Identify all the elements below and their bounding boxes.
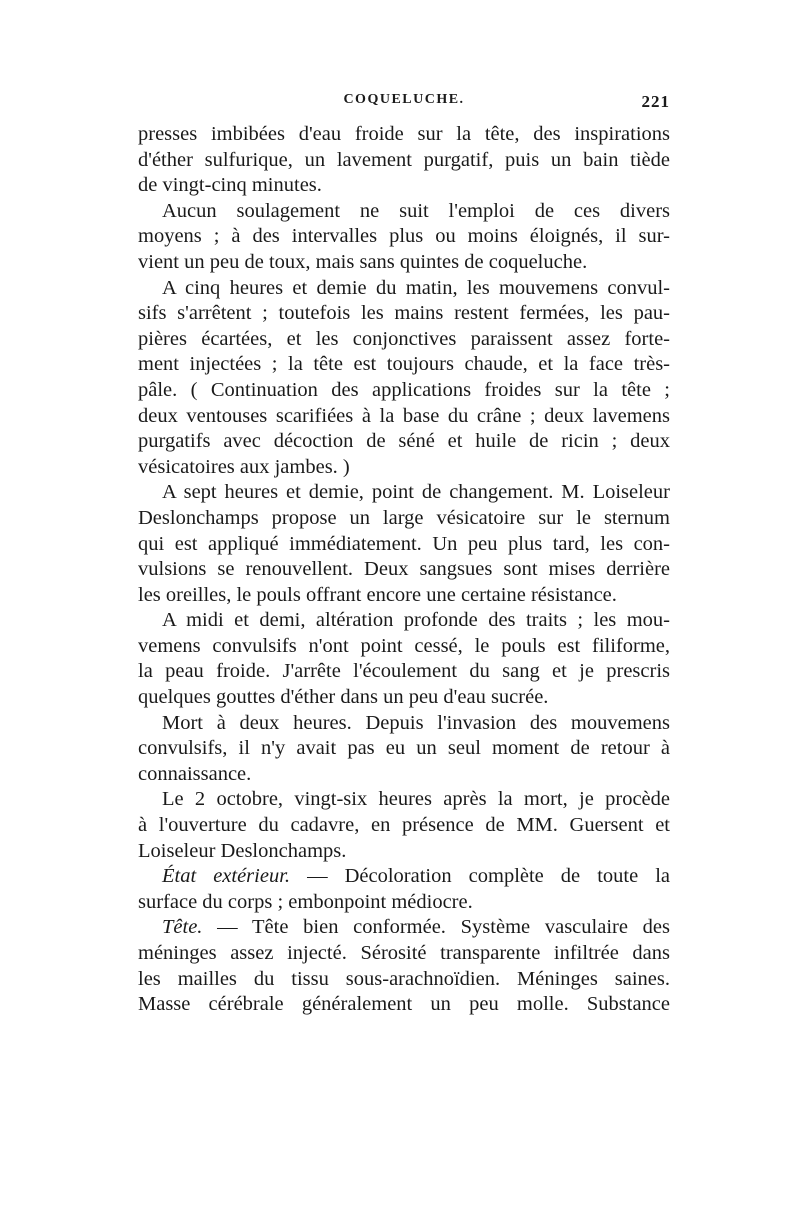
text-line: les mailles du tissu sous-arachnoïdien. Méninges saines.: [138, 967, 670, 990]
text-line: Le 2 octobre, vingt-six heures après la mort, je procède: [162, 788, 670, 811]
text-line: quelques gouttes d'éther dans un peu d'eau sucrée.: [138, 686, 549, 709]
text-line: vemens convulsifs n'ont point cessé, le pouls est filiforme,: [138, 634, 670, 657]
running-title: COQUELUCHE.: [343, 92, 465, 107]
text-line: A sept heures et demie, point de changement. M. Loiseleur: [162, 481, 670, 504]
section-label-etat: État extérieur.: [162, 865, 291, 888]
text-line: moyens ; à des intervalles plus ou moins éloignés, il sur-: [138, 225, 670, 248]
body-text: [138, 122, 670, 1018]
text-line: d'éther sulfurique, un lavement purgatif, puis un bain tiède: [138, 148, 670, 171]
etat-text: — Décoloration complète de toute la: [290, 865, 671, 888]
section-label-tete: Tête.: [162, 916, 203, 939]
tete-text: — Tête bien conformée. Système vasculaire des: [202, 916, 670, 939]
text-line: méninges assez injecté. Sérosité transparente infiltrée dans: [138, 942, 670, 964]
text-line: Loiseleur Deslonchamps.: [138, 839, 347, 862]
text-line: Deslonchamps propose un large vésicatoire sur le sternum: [138, 506, 670, 529]
text-line: [138, 864, 670, 890]
text-line: pières écartées, et les conjonctives paraissent assez forte-: [138, 327, 670, 350]
text-line: [138, 915, 670, 941]
text-line: A cinq heures et demie du matin, les mouvemens convul-: [162, 276, 670, 299]
text-line: Mort à deux heures. Depuis l'invasion des mouvemens: [162, 711, 670, 734]
text-line: Aucun soulagement ne suit l'emploi de ces divers: [162, 199, 670, 222]
text-line: surface du corps ; embonpoint médiocre.: [138, 890, 473, 913]
page-number: 221: [641, 92, 670, 111]
text-line: presses imbibées d'eau froide sur la tête, des inspirations: [138, 123, 670, 145]
text-line: à l'ouverture du cadavre, en présence de MM. Guersent et: [138, 814, 670, 837]
text-line: purgatifs avec décoction de séné et huile de ricin ; deux: [138, 430, 670, 453]
text-line: les oreilles, le pouls offrant encore une certaine résistance.: [138, 583, 617, 606]
text-line: convulsifs, il n'y avait pas eu un seul moment de retour à: [138, 737, 670, 760]
text-line: A midi et demi, altération profonde des traits ; les mou-: [162, 609, 670, 632]
text-line: de vingt-cinq minutes.: [138, 174, 322, 197]
text-line: la peau froide. J'arrête l'écoulement du sang et je prescris: [138, 660, 670, 683]
text-line: sifs s'arrêtent ; toutefois les mains restent fermées, les pau-: [138, 302, 670, 325]
text-line: ment injectées ; la tête est toujours chaude, et la face très-: [138, 353, 670, 376]
running-head: [138, 92, 670, 114]
text-line: vient un peu de toux, mais sans quintes de coqueluche.: [138, 250, 588, 273]
text-line: pâle. ( Continuation des applications froides sur la tête ;: [138, 378, 670, 401]
text-line: vulsions se renouvellent. Deux sangsues sont mises derrière: [138, 558, 670, 581]
text-line: qui est appliqué immédiatement. Un peu plus tard, les con-: [138, 532, 670, 555]
text-line: vésicatoires aux jambes. ): [138, 455, 350, 478]
text-line: connaissance.: [138, 762, 252, 785]
text-line: deux ventouses scarifiées à la base du crâne ; deux lavemens: [138, 404, 670, 427]
text-line: Masse cérébrale généralement un peu molle. Substance: [138, 993, 670, 1016]
